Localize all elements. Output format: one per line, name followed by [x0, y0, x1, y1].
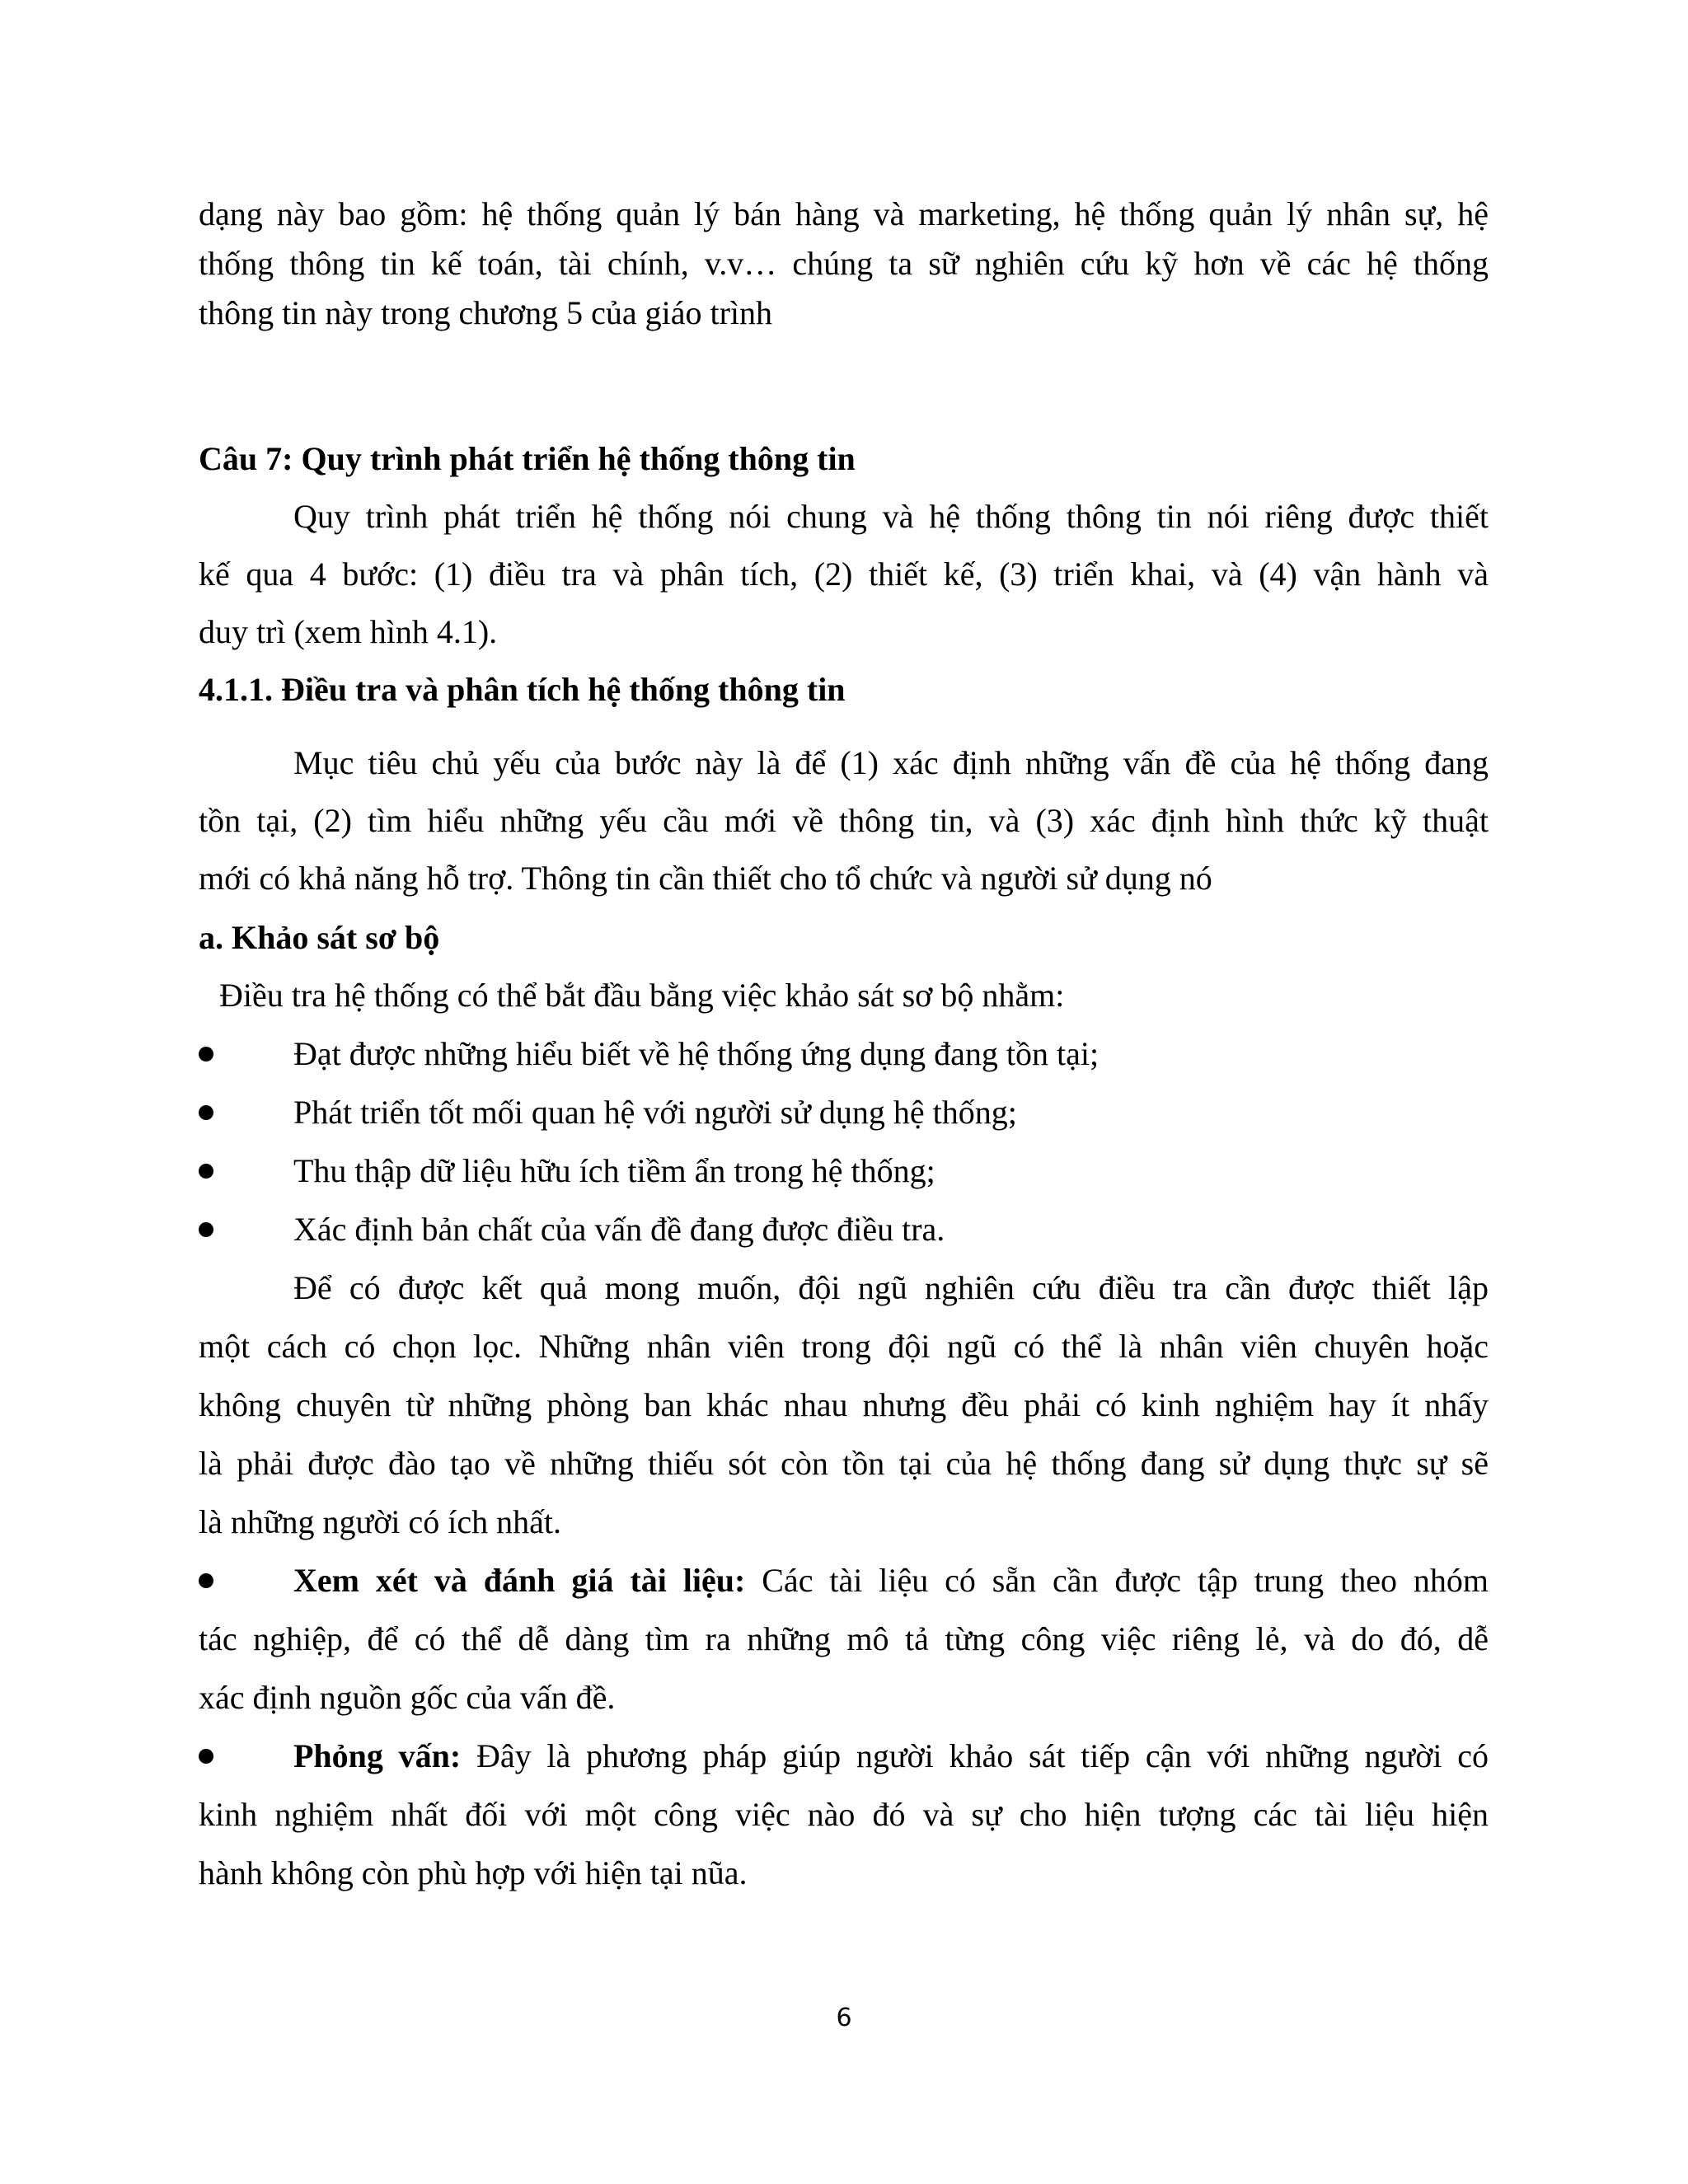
list-item: Đạt được những hiểu biết về hệ thống ứng dụng đang tồn tại; [293, 1035, 1100, 1072]
bullet-icon [199, 1164, 213, 1179]
paragraph-line: dạng này bao gồm: hệ thống quản lý bán hàng và marketing, hệ thống quản lý nhân sự, hệ [199, 195, 1489, 232]
bullet-icon [199, 1047, 213, 1062]
paragraph-line: xác định nguồn gốc của vấn đề. [199, 1679, 616, 1716]
bullet-lead: Xem xét và đánh giá tài liệu: [293, 1562, 746, 1599]
paragraph-line: Mục tiêu chủ yếu của bước này là để (1) xác định những vấn đề của hệ thống đang [293, 744, 1489, 781]
paragraph-line: tác nghiệp, để có thể dễ dàng tìm ra những mô tả từng công việc riêng lẻ, và do đó, dễ [199, 1620, 1489, 1657]
bullet-icon [199, 1573, 213, 1588]
paragraph-line: kinh nghiệm nhất đối với một công việc nào đó và sự cho hiện tượng các tài liệu hiện [199, 1796, 1489, 1833]
subsection-heading: 4.1.1. Điều tra và phân tích hệ thống thông tin [199, 671, 846, 708]
paragraph-line: là những người có ích nhất. [199, 1503, 561, 1540]
paragraph-line: thống thông tin kế toán, tài chính, v.v… chúng ta sữ nghiên cứu kỹ hơn về các hệ thống [199, 245, 1489, 282]
paragraph-line: hành không còn phù hợp với hiện tại nũa. [199, 1854, 748, 1891]
bullet-icon [199, 1105, 213, 1120]
section-heading: Câu 7: Quy trình phát triển hệ thống thông tin [199, 440, 856, 477]
paragraph-line: duy trì (xem hình 4.1). [199, 613, 498, 650]
bullet-icon [199, 1749, 213, 1764]
paragraph-line: Điều tra hệ thống có thể bắt đầu bằng việc khảo sát sơ bộ nhằm: [219, 977, 1065, 1014]
paragraph-line: tồn tại, (2) tìm hiểu những yếu cầu mới về thông tin, và (3) xác định hình thức kỹ thuật [199, 802, 1489, 839]
paragraph-line: là phải được đào tạo về những thiếu sót còn tồn tại của hệ thống đang sử dụng thực sự sẽ [199, 1445, 1489, 1482]
paragraph-line: Để có được kết quả mong muốn, đội ngũ nghiên cứu điều tra cần được thiết lập [293, 1269, 1489, 1306]
paragraph-line: kế qua 4 bước: (1) điều tra và phân tích, (2) thiết kế, (3) triển khai, và (4) vận hành và [199, 555, 1489, 593]
bullet-paragraph-line [293, 1736, 1489, 1776]
paragraph-line: không chuyên từ những phòng ban khác nhau nhưng đều phải có kinh nghiệm hay ít nhấy [199, 1386, 1489, 1423]
list-item: Xác định bản chất của vấn đề đang được điều tra. [293, 1211, 945, 1248]
paragraph-line: thông tin này trong chương 5 của giáo trình [199, 294, 773, 331]
paragraph-line: Quy trình phát triển hệ thống nói chung và hệ thống thông tin nói riêng được thiết [293, 498, 1489, 535]
bullet-text: Đây là phương pháp giúp người khảo sát tiếp cận với những người có [461, 1737, 1489, 1774]
paragraph-line: một cách có chọn lọc. Những nhân viên trong đội ngũ có thể là nhân viên chuyên hoặc [199, 1328, 1489, 1365]
bullet-lead: Phỏng vấn: [293, 1737, 462, 1774]
subheading: a. Khảo sát sơ bộ [199, 919, 440, 956]
page-number: 6 [836, 2004, 852, 2032]
paragraph-line: mới có khả năng hỗ trợ. Thông tin cần thiết cho tổ chức và người sử dụng nó [199, 860, 1212, 897]
list-item: Phát triển tốt mối quan hệ với người sử dụng hệ thống; [293, 1094, 1017, 1131]
list-item: Thu thập dữ liệu hữu ích tiềm ẩn trong hệ thống; [293, 1152, 935, 1189]
bullet-paragraph-line [293, 1561, 1489, 1601]
bullet-icon [199, 1222, 213, 1237]
bullet-text: Các tài liệu có sẵn cần được tập trung theo nhóm [745, 1562, 1489, 1599]
